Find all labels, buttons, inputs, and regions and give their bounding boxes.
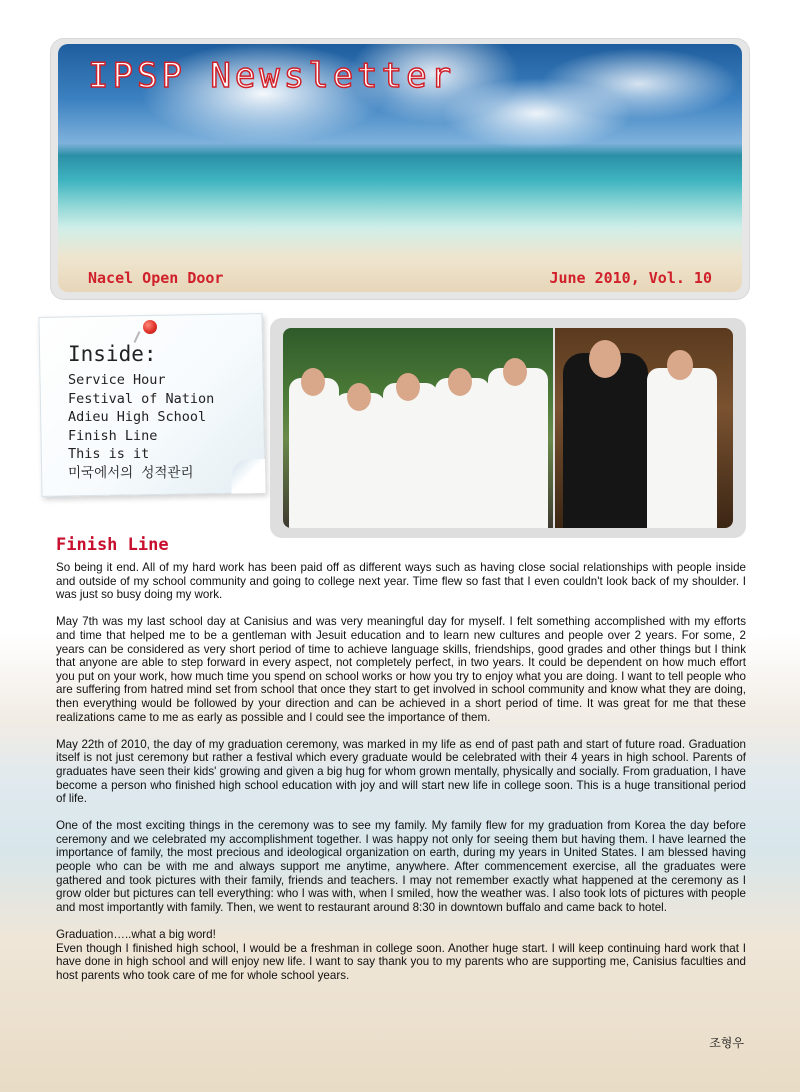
graduate-head [503, 358, 527, 386]
article-paragraph: Graduation…..what a big word! [56, 928, 216, 942]
organization-caption: Nacel Open Door [88, 269, 224, 287]
teacher-gown [563, 353, 648, 528]
article-paragraph: May 22th of 2010, the day of my graduation ceremony, was marked in my life as end of past path and start of future road. Graduation itself is not just ceremony but rather a festival which every graduate would be celebrated with their 4 years in high school. Parents of graduates have seen their kids' growing and given a big hug for whom grown mentally, physically and socially. From graduation, I have become a person who finished high school education with joy and will start new life in college soon. This is a huge transitional period of life. [56, 737, 746, 806]
graduates-group-photo [283, 328, 553, 528]
teacher-head [589, 340, 621, 378]
article-paragraph: So being it end. All of my hard work has been paid off as different ways such as having close social relationships with people inside and outside of my school community and going to college next year. Time flew so fast that I even couldn't look back of my shoulder. I was just so busy doing my work. [56, 561, 746, 602]
inside-item: 미국에서의 성적관리 [68, 464, 194, 481]
inside-item: Festival of Nation [68, 390, 215, 407]
graduate-figure [383, 383, 438, 528]
graduate-head [448, 368, 472, 396]
graduate-figure [488, 368, 548, 528]
article-author: 조형우 [709, 1036, 744, 1050]
push-pin-icon [143, 320, 157, 334]
inside-heading: Inside: [68, 342, 157, 366]
graduate-figure [335, 393, 385, 528]
newsletter-title: IPSP Newsletter [88, 56, 456, 96]
article-title: Finish Line [56, 535, 169, 555]
issue-caption: June 2010, Vol. 10 [549, 269, 712, 287]
inside-contents-list [68, 371, 214, 483]
graduate-figure [647, 368, 717, 528]
inside-item: Service Hour [68, 372, 166, 388]
graduate-head [301, 368, 325, 396]
graduate-figure [435, 378, 490, 528]
article-paragraph: One of the most exciting things in the ceremony was to see my family. My family flew for my graduation from Korea the day before ceremony and we celebrated my accomplishment together. I was happy not only for seeing them but having them. I have learned the importance of family, the most precious and ideological organization on earth, during my years in United States. I am blessed having people who can be with me and always support me anytime, anywhere. After commencement exercise, all the graduates were gathered and took pictures with their family, friends and teachers. I may not remember exactly what happened at the ceremony as I grow older but pictures can tell everything: who I was with, when I smiled, how the weather was. I also took lots of pictures with people and most importantly with family. Then, we went to restaurant around 8:30 in downtown buffalo and came back to hotel. [56, 819, 746, 914]
article-paragraph: May 7th was my last school day at Canisius and was very meaningful day for myself. I felt something accomplished with my efforts and time that helped me to be a gentleman with Jesuit education and to learn new cultures and people over 2 years. For some, 2 years can be considered as very short period of time to achieve language skills, friendships, good grades and other things but I think that anyone are able to step forward in every aspect, not completely perfect, in two years. It could be dependent on how much effort you put on your work, how much time you spend on school works or how you try to enjoy what you are doing. I want to tell people who are suffering from hatred mind set from school that once they start to get involved in school community and know what they are doing, then everything would be followed by your direction and can be achieved in a short period of time. It was great for me that these realizations came to me as early as possible and I could see the importance of them. [56, 615, 746, 724]
inside-item: Adieu High School [68, 409, 207, 426]
article-paragraph: Even though I finished high school, I would be a freshman in college soon. Another huge start. I will keep continuing hard work that I have done in high school and will enjoy new life. I want to say thank you to my parents who are supporting me, Canisius faculties and host parents who took care of me for whole school years. [56, 941, 746, 982]
graduate-head [396, 373, 420, 401]
photo-frame [270, 318, 746, 538]
article-body [56, 561, 746, 996]
graduate-figure [289, 378, 339, 528]
inside-item: Finish Line [68, 427, 158, 444]
header-banner [50, 38, 750, 300]
graduate-head [667, 350, 693, 380]
graduate-head [347, 383, 371, 411]
beach-banner-image [58, 44, 742, 292]
graduate-with-teacher-photo [555, 328, 733, 528]
inside-item: This is it [68, 446, 150, 463]
